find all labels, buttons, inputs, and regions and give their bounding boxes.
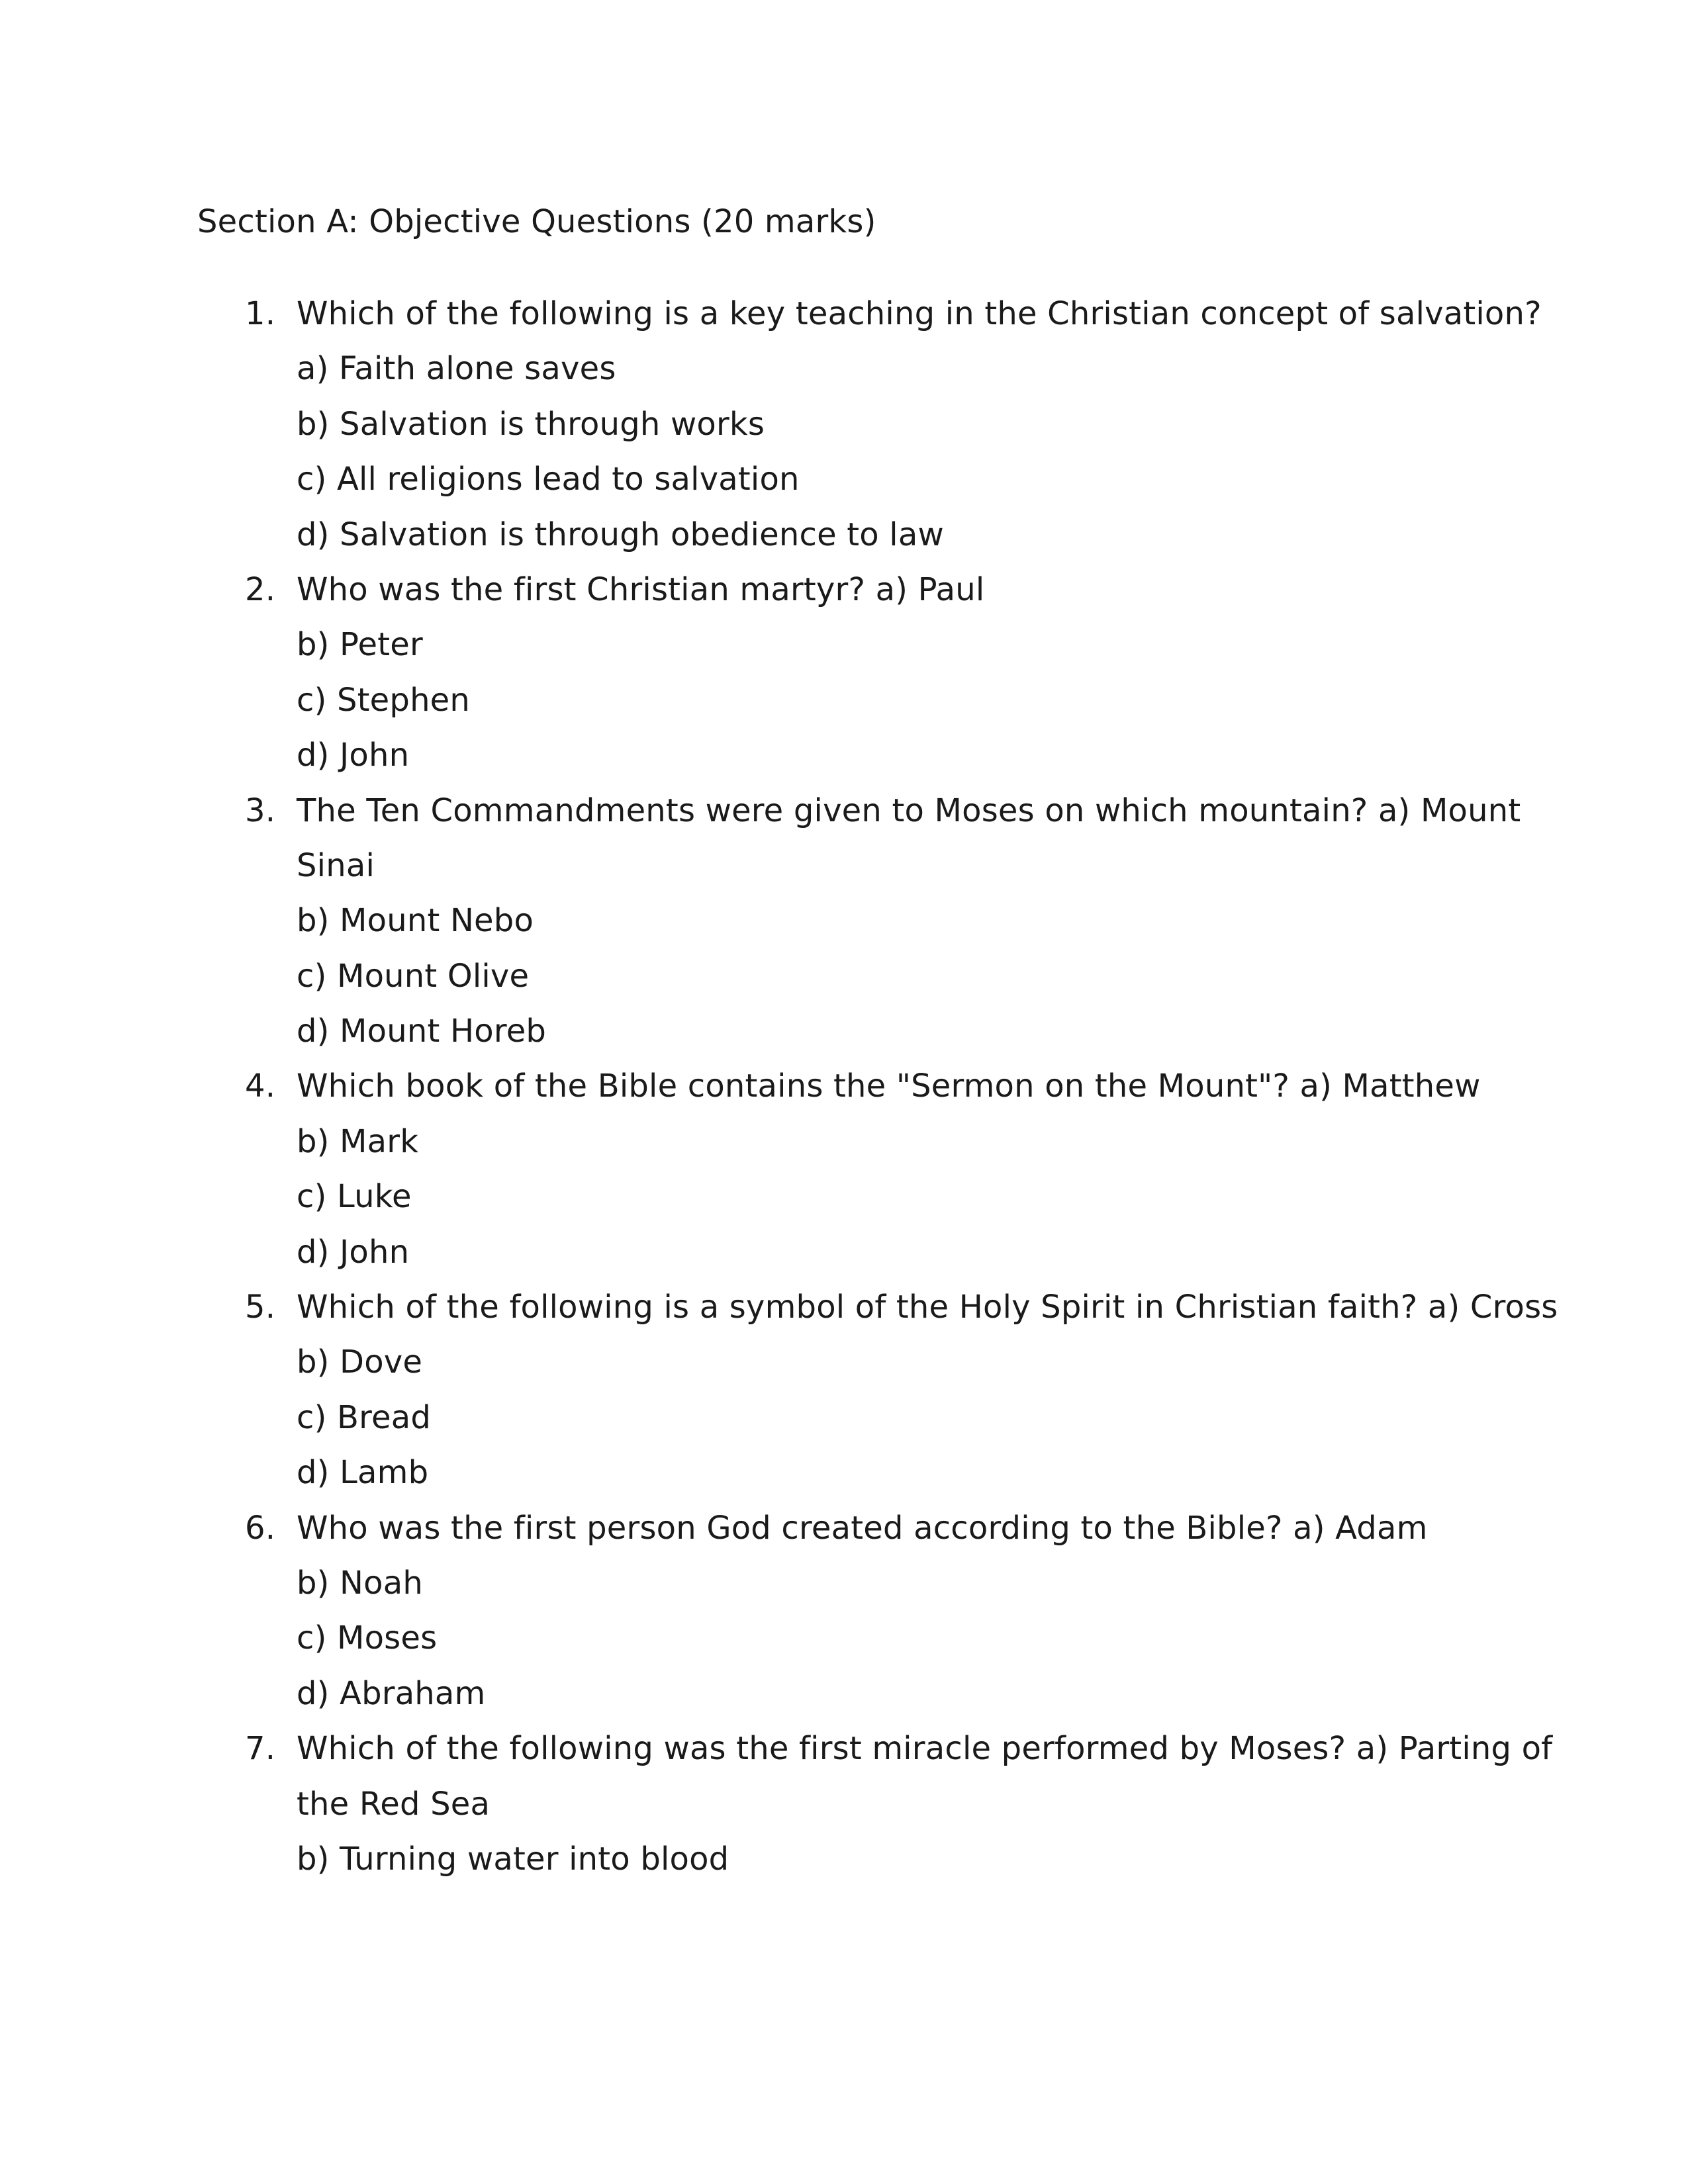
question-number: 1. bbox=[245, 295, 276, 332]
option bbox=[0, 1342, 1688, 1397]
option bbox=[0, 349, 1688, 404]
option-text: b) Peter bbox=[297, 626, 423, 664]
option bbox=[0, 1177, 1688, 1232]
question-text: Which of the following was the first miracle performed by Moses? a) Parting of bbox=[297, 1730, 1553, 1768]
question-number: 5. bbox=[245, 1289, 276, 1326]
option-text: b) Mount Nebo bbox=[297, 902, 534, 940]
option bbox=[0, 1398, 1688, 1453]
question-text: The Ten Commandments were given to Moses on which mountain? a) Mount bbox=[297, 792, 1521, 829]
option-text: c) Moses bbox=[297, 1619, 438, 1657]
option bbox=[0, 1618, 1688, 1673]
option bbox=[0, 680, 1688, 735]
option bbox=[0, 901, 1688, 956]
question-7 bbox=[0, 1729, 1688, 1784]
option bbox=[0, 1122, 1688, 1177]
option-text: b) Mark bbox=[297, 1122, 419, 1160]
option-text: c) Stephen bbox=[297, 681, 471, 719]
question-continuation bbox=[0, 1784, 1688, 1839]
option bbox=[0, 404, 1688, 459]
question-continuation bbox=[0, 846, 1688, 901]
question-2 bbox=[0, 570, 1688, 625]
question-text: Which of the following is a symbol of the Holy Spirit in Christian faith? a) Cross bbox=[297, 1289, 1558, 1326]
option-text: c) Bread bbox=[297, 1398, 431, 1436]
option-text: b) Noah bbox=[297, 1564, 423, 1602]
option-text: d) John bbox=[297, 1233, 410, 1271]
option-text: d) Abraham bbox=[297, 1674, 486, 1712]
question-number: 7. bbox=[245, 1730, 276, 1768]
option-text: d) John bbox=[297, 737, 410, 774]
question-4 bbox=[0, 1066, 1688, 1121]
option bbox=[0, 1011, 1688, 1066]
section-title: Section A: Objective Questions (20 marks) bbox=[197, 203, 876, 240]
question-number: 6. bbox=[245, 1509, 276, 1547]
option bbox=[0, 1232, 1688, 1287]
option bbox=[0, 515, 1688, 570]
question-text: the Red Sea bbox=[297, 1785, 491, 1823]
question-text: Sinai bbox=[297, 846, 375, 884]
option-text: d) Lamb bbox=[297, 1454, 429, 1492]
option-text: d) Salvation is through obedience to law bbox=[297, 516, 944, 553]
option-text: c) All religions lead to salvation bbox=[297, 461, 800, 498]
question-1 bbox=[0, 294, 1688, 349]
question-5 bbox=[0, 1287, 1688, 1342]
option bbox=[0, 1563, 1688, 1618]
question-6 bbox=[0, 1508, 1688, 1563]
option bbox=[0, 735, 1688, 790]
question-text: Which of the following is a key teaching in the Christian concept of salvation? bbox=[297, 295, 1542, 332]
question-text: Who was the first person God created according to the Bible? a) Adam bbox=[297, 1509, 1428, 1547]
option bbox=[0, 1453, 1688, 1508]
option-text: b) Salvation is through works bbox=[297, 405, 765, 443]
question-number: 3. bbox=[245, 792, 276, 829]
question-3 bbox=[0, 791, 1688, 846]
question-number: 2. bbox=[245, 570, 276, 608]
option bbox=[0, 1839, 1688, 1894]
question-number: 4. bbox=[245, 1068, 276, 1105]
option-text: d) Mount Horeb bbox=[297, 1013, 547, 1050]
question-text: Which book of the Bible contains the "Sermon on the Mount"? a) Matthew bbox=[297, 1068, 1481, 1105]
option bbox=[0, 625, 1688, 680]
option-text: c) Mount Olive bbox=[297, 957, 530, 995]
option-text: b) Dove bbox=[297, 1343, 423, 1381]
option bbox=[0, 956, 1688, 1011]
question-text: Who was the first Christian martyr? a) Paul bbox=[297, 570, 985, 608]
option-text: b) Turning water into blood bbox=[297, 1840, 729, 1878]
option-text: c) Luke bbox=[297, 1178, 412, 1216]
option bbox=[0, 459, 1688, 514]
option-text: a) Faith alone saves bbox=[297, 350, 616, 388]
option bbox=[0, 1674, 1688, 1729]
question-list bbox=[0, 294, 1688, 1894]
